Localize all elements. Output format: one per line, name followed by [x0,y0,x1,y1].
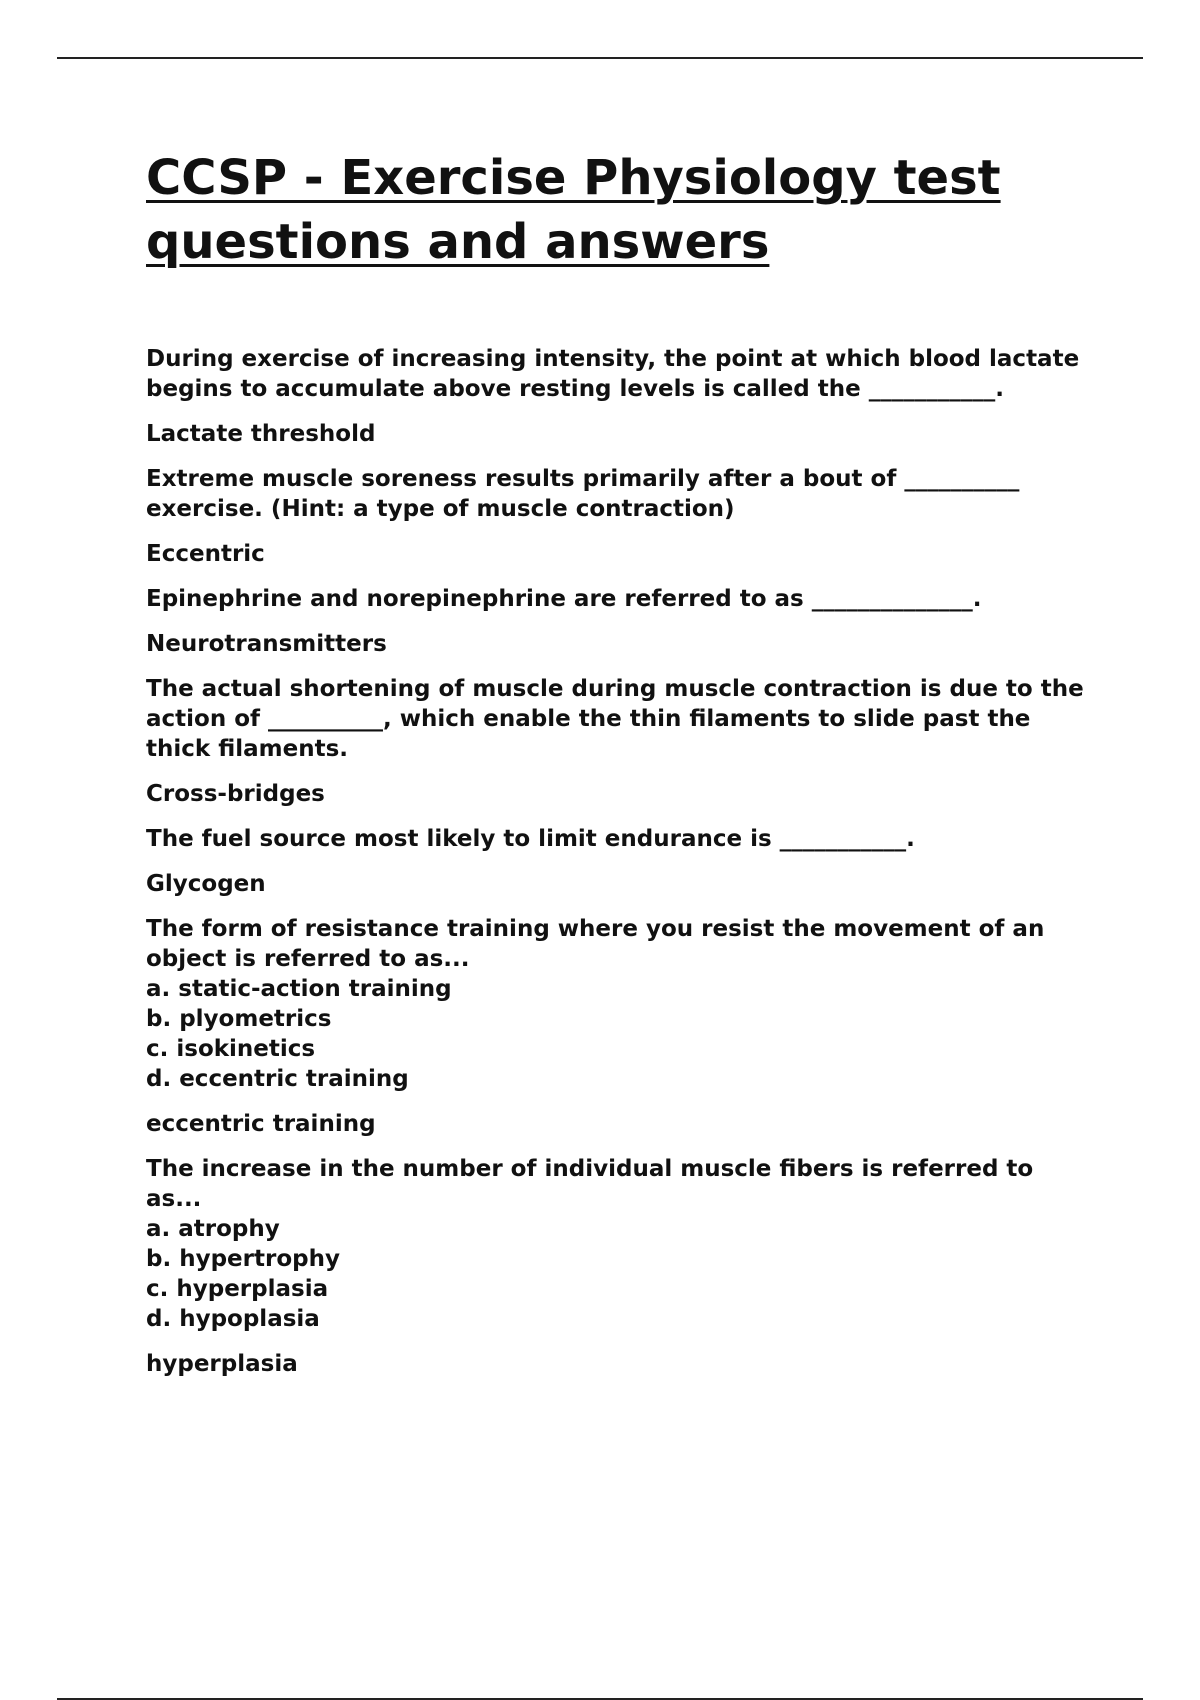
answer-3: Neurotransmitters [146,631,387,657]
question-5: The fuel source most likely to limit endurance is ___________. [146,826,915,852]
question-1: During exercise of increasing intensity, the point at which blood lactate begins to accumulate above resting levels is called the ___________. [146,346,1080,402]
qa-list [146,344,1096,1379]
answer-7: hyperplasia [146,1351,298,1377]
document-title: CCSP - Exercise Physiology test questions and answers [146,150,1001,270]
answer-2: Eccentric [146,541,265,567]
question-6: The form of resistance training where you resist the movement of an object is referred to as... a. static-action training b. plyometrics c. isokinetics d. eccentric training [146,916,1045,1092]
top-rule [57,57,1143,59]
answer-5: Glycogen [146,871,266,897]
answer-4: Cross-bridges [146,781,325,807]
answer-1: Lactate threshold [146,421,376,447]
question-7: The increase in the number of individual muscle fibers is referred to as... a. atrophy b. hypertrophy c. hyperplasia d. hypoplasia [146,1156,1034,1332]
question-4: The actual shortening of muscle during muscle contraction is due to the action of __________, which enable the thin filaments to slide past the thick filaments. [146,676,1084,762]
document-body [146,146,1096,1394]
question-2: Extreme muscle soreness results primarily after a bout of __________ exercise. (Hint: a type of muscle contraction) [146,466,1020,522]
question-3: Epinephrine and norepinephrine are referred to as ______________. [146,586,982,612]
answer-6: eccentric training [146,1111,376,1137]
